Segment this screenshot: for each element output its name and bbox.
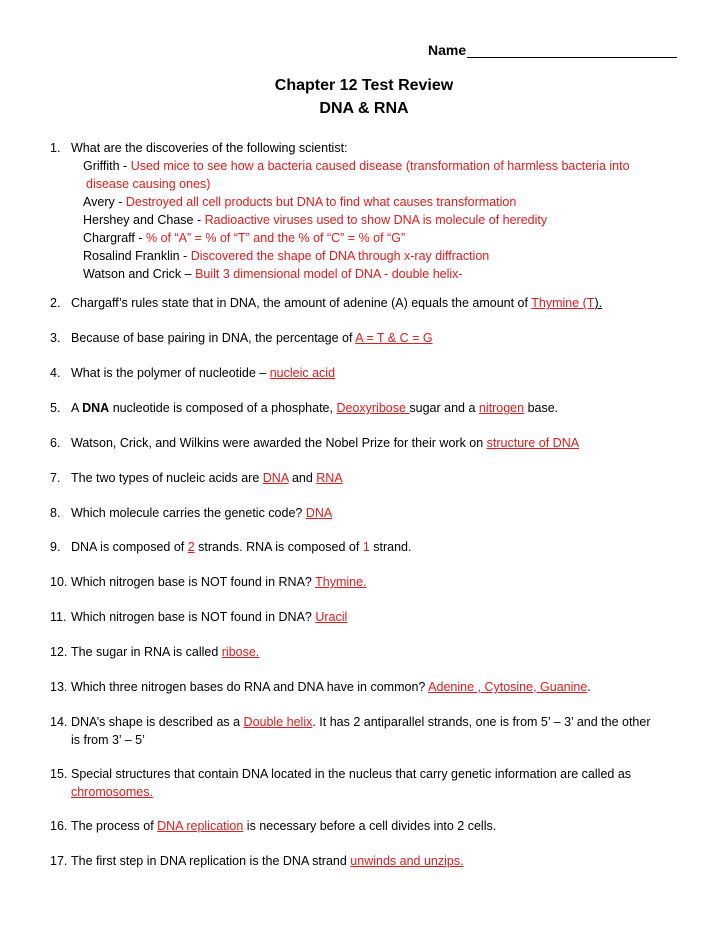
q7-answer-2: RNA: [316, 471, 343, 485]
q1-item-chargraff: Chargraff - % of “A” = % of “T” and the % of “C” = % of “G”: [83, 231, 406, 245]
q1-item-griffith: Griffith - Used mice to see how a bacteria caused disease (transformation of harmless bacteria into: [83, 159, 630, 173]
name-field: [428, 42, 677, 58]
q16-answer: DNA replication: [157, 819, 244, 833]
q17-answer: unwinds and unzips.: [350, 854, 464, 868]
question-17: 17. The first step in DNA replication is the DNA strand unwinds and unzips.: [50, 854, 464, 868]
q3-answer: A = T & C = G: [355, 331, 433, 345]
q1-item-griffith-cont: disease causing ones): [86, 177, 211, 191]
name-blank-line[interactable]: [467, 43, 677, 58]
q11-answer: Uracil: [315, 610, 348, 624]
q2-answer: Thymine (T: [531, 296, 595, 310]
q7-answer-1: DNA: [262, 471, 289, 485]
q9-answer-dna: 2: [187, 540, 195, 554]
q12-answer: ribose.: [221, 645, 260, 659]
q8-answer: DNA: [305, 506, 333, 520]
question-5: 5. A DNA nucleotide is composed of a phosphate, Deoxyribose sugar and a nitrogen base.: [50, 401, 559, 415]
question-1: 1. What are the discoveries of the following scientist: Griffith - Used mice to see how a bacteria caused disease (transformation of harmless bacteria into disease causing ones) Avery - Destroyed all cell products but DNA to find what causes transformation Hershey and Chase - Radioactive viruses used to show DNA is molecule of heredity Chargraff - % of “A” = % of “T” and the % of “C” = % of “G” Rosalind Franklin - Discovered the shape of DNA through x-ray diffraction Watson and Crick – Built 3 dimensional model of DNA - double helix-: [50, 139, 690, 283]
question-13: 13. Which three nitrogen bases do RNA and DNA have in common? Adenine , Cytosine, Guanine.: [50, 680, 591, 694]
q10-answer: Thymine.: [315, 575, 367, 589]
page-subtitle: DNA & RNA: [319, 100, 409, 117]
question-10: 10. Which nitrogen base is NOT found in RNA? Thymine.: [50, 575, 367, 589]
question-11: 11. Which nitrogen base is NOT found in DNA? Uracil: [50, 610, 348, 624]
q1-item-franklin: Rosalind Franklin - Discovered the shape of DNA through x-ray diffraction: [83, 249, 490, 263]
q5-answer-base: nitrogen: [478, 401, 525, 415]
question-16: 16. The process of DNA replication is necessary before a cell divides into 2 cells.: [50, 819, 497, 833]
question-4: 4. What is the polymer of nucleotide – nucleic acid: [50, 366, 336, 380]
question-2: 2. Chargaff’s rules state that in DNA, the amount of adenine (A) equals the amount of Thymine (T).: [50, 296, 603, 310]
question-7: 7. The two types of nucleic acids are DNA and RNA: [50, 471, 343, 485]
name-label: Name: [428, 42, 467, 58]
q4-answer: nucleic acid: [269, 366, 336, 380]
question-8: 8. Which molecule carries the genetic code? DNA: [50, 506, 333, 520]
q1-item-hershey-chase: Hershey and Chase - Radioactive viruses used to show DNA is molecule of heredity: [83, 213, 548, 227]
q15-answer: chromosomes.: [71, 785, 153, 799]
question-14: 14. DNA’s shape is described as a Double helix. It has 2 antiparallel strands, one is from 5’ – 3’ and the other is from 3’ – 5’: [50, 715, 651, 747]
question-9: 9. DNA is composed of 2 strands. RNA is composed of 1 strand.: [50, 540, 412, 554]
q1-item-watson-crick: Watson and Crick – Built 3 dimensional model of DNA - double helix-: [83, 267, 463, 281]
question-15: 15. Special structures that contain DNA located in the nucleus that carry genetic information are called as chromosomes.: [50, 767, 632, 799]
question-12: 12. The sugar in RNA is called ribose.: [50, 645, 260, 659]
question-6: 6. Watson, Crick, and Wilkins were awarded the Nobel Prize for their work on structure of DNA: [50, 436, 580, 450]
question-3: 3. Because of base pairing in DNA, the percentage of A = T & C = G: [50, 331, 433, 345]
q13-answer: Adenine , Cytosine, Guanine: [428, 680, 588, 694]
q6-answer: structure of DNA: [486, 436, 580, 450]
q14-answer: Double helix: [243, 715, 313, 729]
q1-item-avery: Avery - Destroyed all cell products but DNA to find what causes transformation: [83, 195, 517, 209]
q5-answer-sugar: Deoxyribose: [336, 401, 410, 415]
q9-answer-rna: 1: [362, 540, 370, 554]
page-title: Chapter 12 Test Review: [274, 77, 454, 94]
